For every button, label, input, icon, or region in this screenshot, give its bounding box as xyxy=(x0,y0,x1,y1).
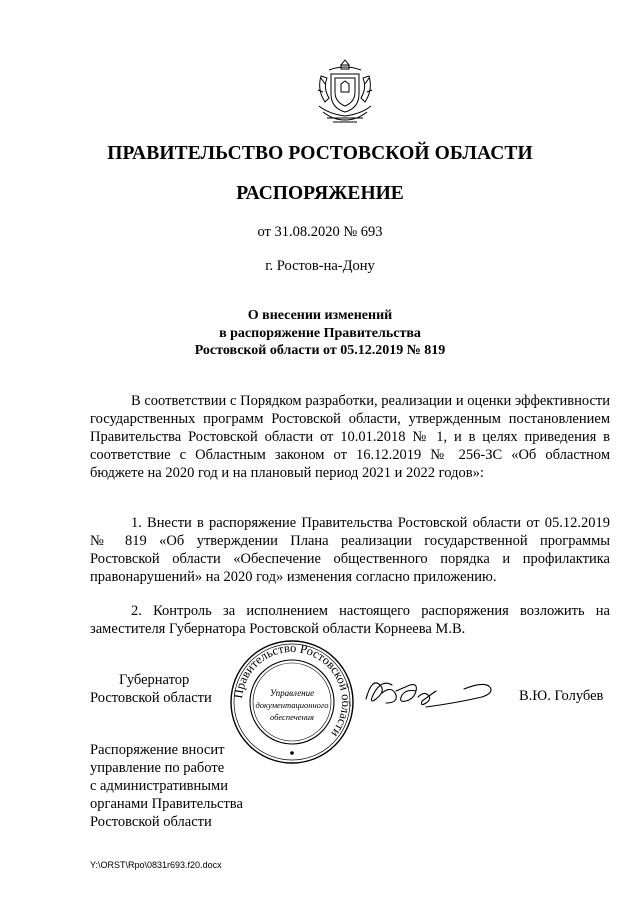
note-line: Ростовской области xyxy=(90,814,212,830)
note-line: с административными xyxy=(90,778,228,794)
signatory-title xyxy=(90,671,212,707)
file-path-footer: Y:\ORST\Rpo\0831r693.f20.docx xyxy=(90,860,222,870)
subject-line: Ростовской области от 05.12.2019 № 819 xyxy=(194,343,446,358)
stamp-inner-line: обеспечения xyxy=(269,712,315,722)
item-1-paragraph: 1. Внести в распоряжение Правительства Ростовской области от 05.12.2019 № 819 «Об утверждении Плана реализации государственной программы Ростовской области «Обеспечение общественного порядка и профилактика правонарушений» на 2020 год» изменения согласно приложению. xyxy=(90,515,610,585)
note-line: Распоряжение вносит xyxy=(90,742,225,758)
document-city: г. Ростов-на-Дону xyxy=(265,258,375,274)
organization-title: ПРАВИТЕЛЬСТВО РОСТОВСКОЙ ОБЛАСТИ xyxy=(107,143,533,164)
subject-line: в распоряжение Правительства xyxy=(219,325,421,341)
document-type: РАСПОРЯЖЕНИЕ xyxy=(236,183,404,204)
coat-of-arms-icon xyxy=(315,58,375,126)
item-2-paragraph: 2. Контроль за исполнением настоящего распоряжения возложить на заместителя Губернатора Ростовской области Корнеева М.В. xyxy=(90,603,610,637)
official-stamp xyxy=(228,638,356,766)
signatory-name: В.Ю. Голубев xyxy=(519,688,604,704)
document-date-number: от 31.08.2020 № 693 xyxy=(257,224,383,240)
document-subject xyxy=(0,307,640,360)
stamp-inner-line: Управление xyxy=(269,688,315,698)
signatory-title-line: Ростовской области xyxy=(90,690,212,706)
preamble-paragraph: В соответствии с Порядком разработки, реализации и оценки эффективности государственных программ Ростовской области, утвержденным постановлением Правительства Ростовской области от 10.01.2018 № 1, и в целях приведения в соответствие с Областным законом от 16.12.2019 № 256-ЗС «Об областном бюджете на 2020 год и на плановый период 2021 и 2022 годов»: xyxy=(90,393,610,481)
stamp-ring-text: Правительство Ростовской области xyxy=(231,640,354,740)
signatory-title-line: Губернатор xyxy=(119,672,190,688)
stamp-inner-line: документационного xyxy=(255,700,329,710)
handwritten-signature xyxy=(360,669,500,719)
subject-line: О внесении изменений xyxy=(247,308,393,323)
note-line: управление по работе xyxy=(90,760,225,776)
submitted-by-note xyxy=(90,741,243,831)
note-line: органами Правительства xyxy=(90,796,243,812)
